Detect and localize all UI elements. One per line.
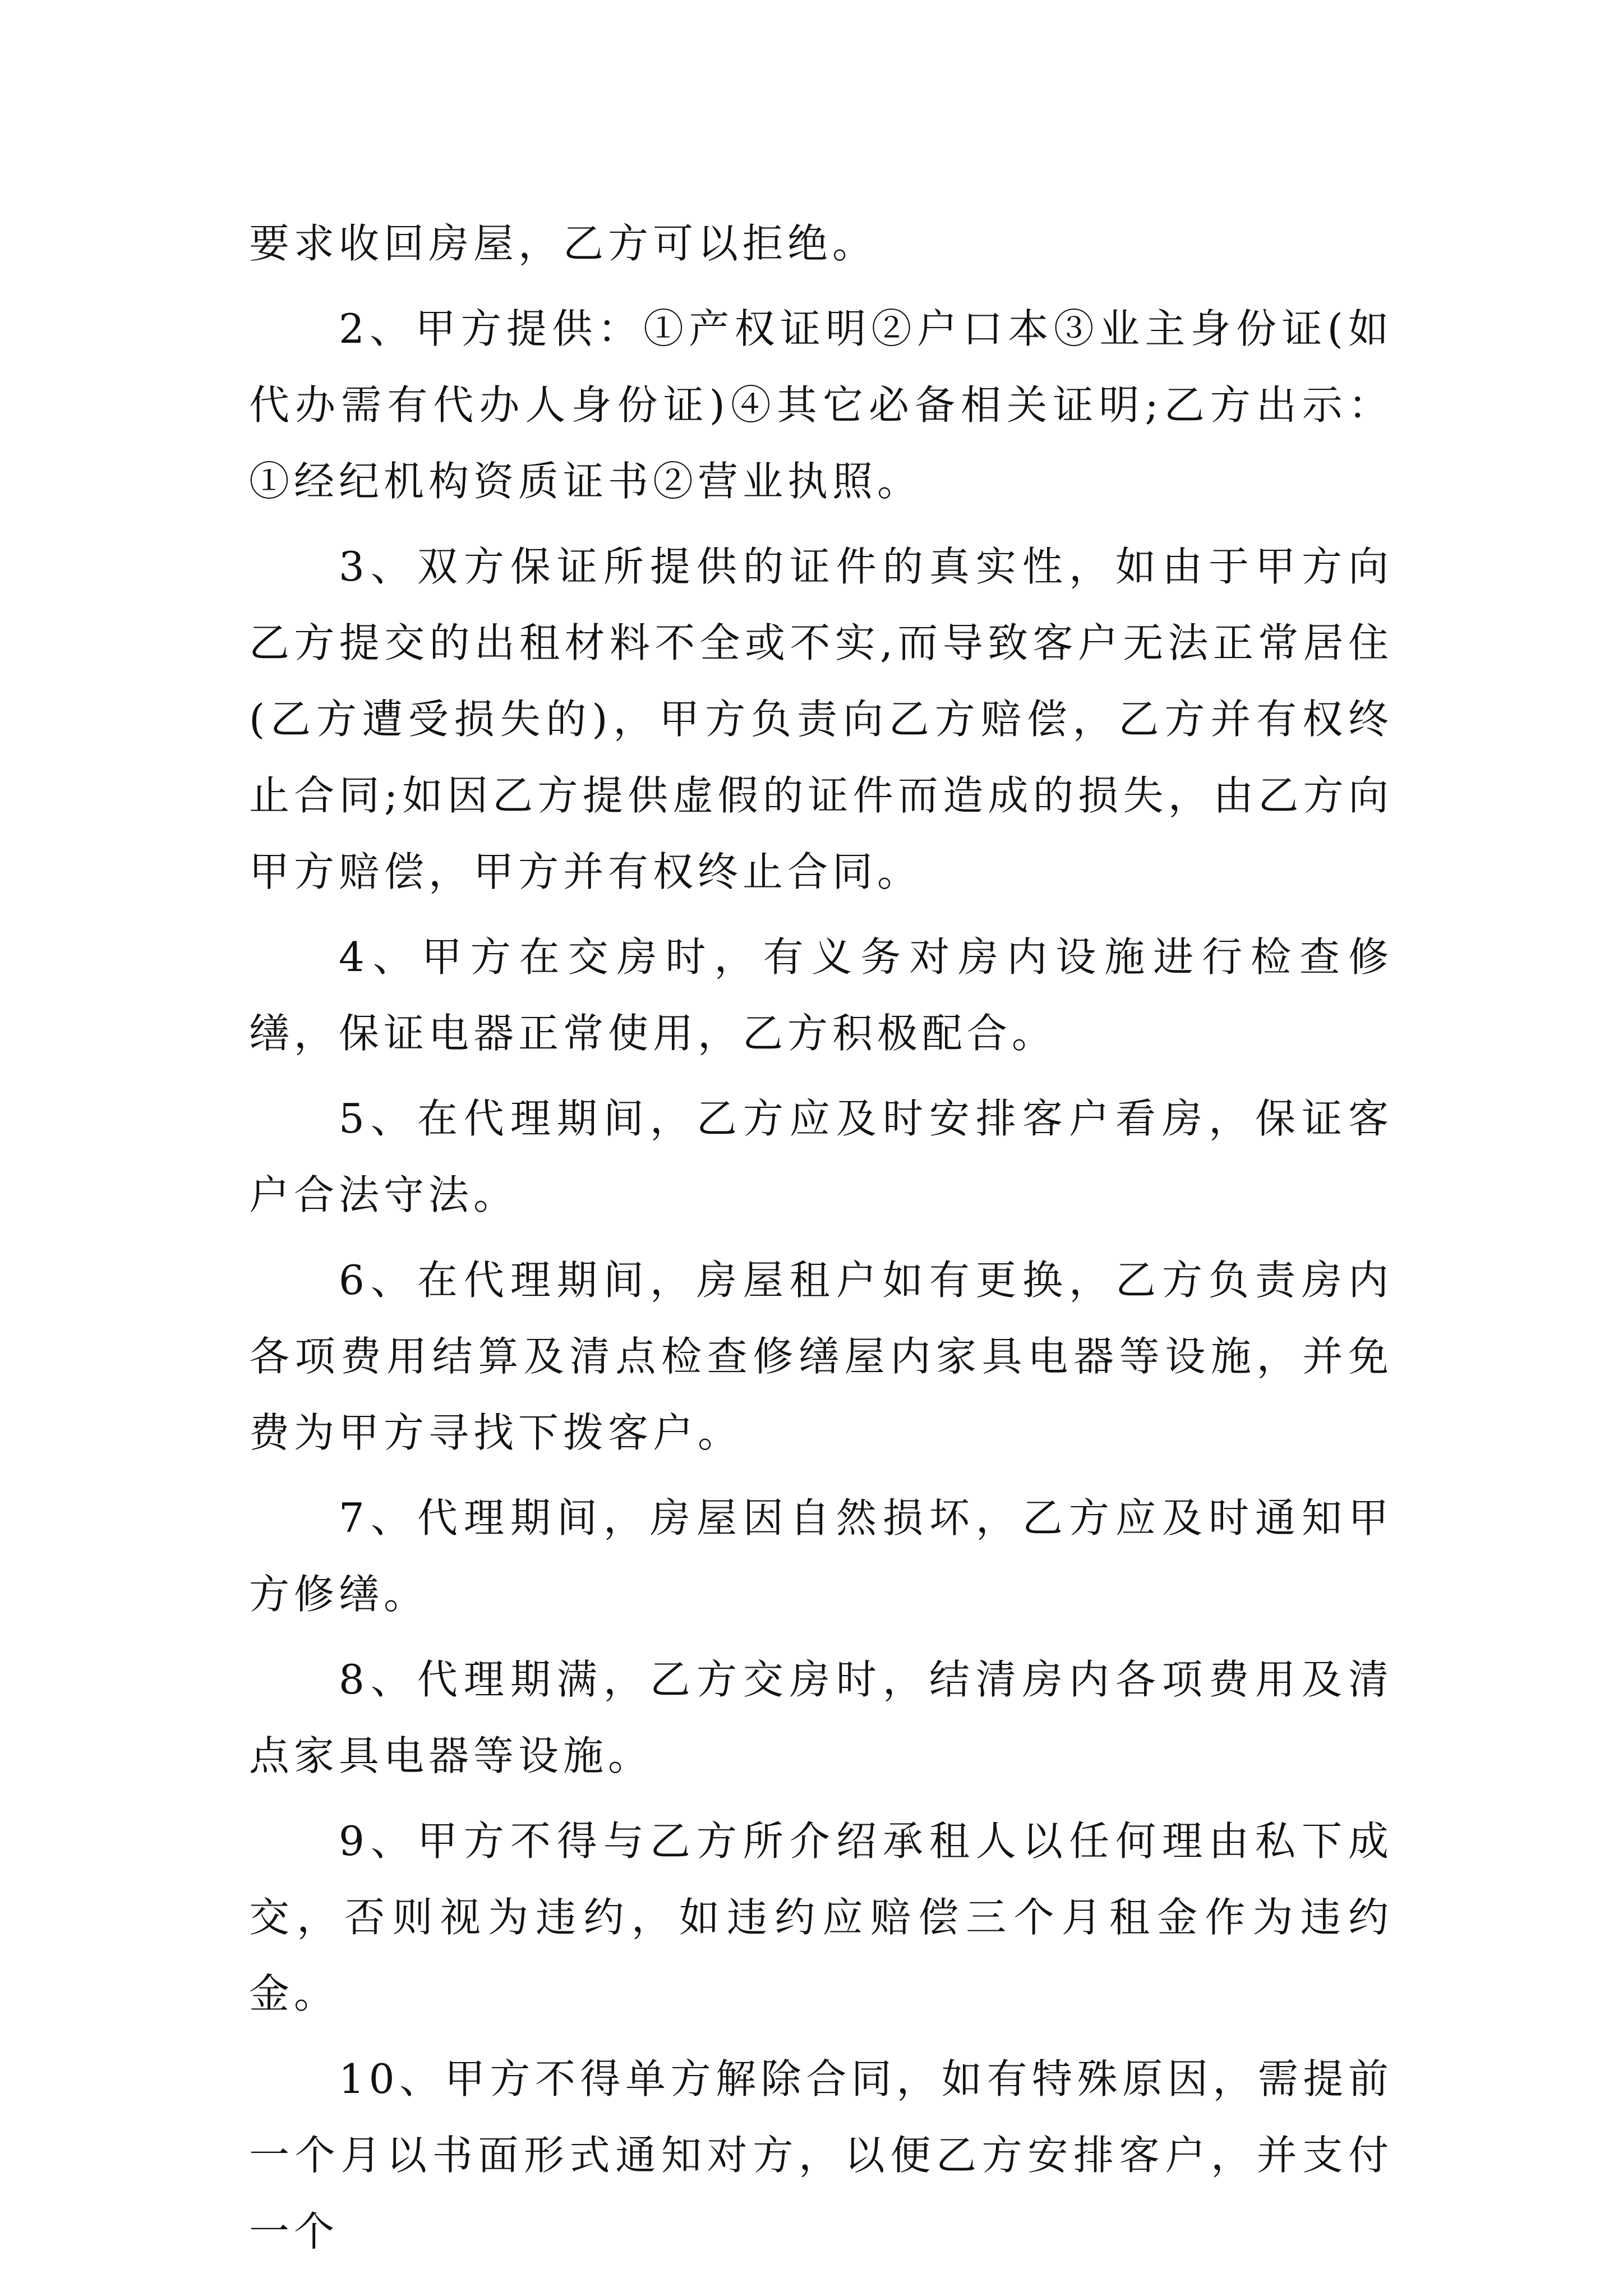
clause-4: 4、甲方在交房时，有义务对房内设施进行检查修缮，保证电器正常使用，乙方积极配合。 [249, 933, 1393, 1057]
clause-7: 7、代理期间，房屋因自然损坏，乙方应及时通知甲方修缮。 [249, 1494, 1393, 1618]
clause-3: 3、双方保证所提供的证件的真实性，如由于甲方向乙方提交的出租材料不全或不实,而导致客户无法正常居住(乙方遭受损失的)，甲方负责向乙方赔偿，乙方并有权终止合同;如因乙方提供虚假的证件而造成的损失，由乙方向甲方赔偿，甲方并有权终止合同。 [249, 543, 1393, 895]
clause-6: 6、在代理期间，房屋租户如有更换，乙方负责房内各项费用结算及清点检查修缮屋内家具电器等设施，并免费为甲方寻找下拨客户。 [249, 1257, 1393, 1456]
clause-2: 2、甲方提供：①产权证明②户口本③业主身份证(如代办需有代办人身份证)④其它必备相关证明;乙方出示：①经纪机构资质证书②营业执照。 [249, 305, 1393, 505]
document-body [249, 205, 1393, 2279]
clause-9: 9、甲方不得与乙方所介绍承租人以任何理由私下成交，否则视为违约，如违约应赔偿三个月租金作为违约金。 [249, 1818, 1393, 2017]
paragraph-continuation: 要求收回房屋，乙方可以拒绝。 [249, 220, 878, 267]
clause-8: 8、代理期满，乙方交房时，结清房内各项费用及清点家具电器等设施。 [249, 1656, 1393, 1779]
clause-5: 5、在代理期间，乙方应及时安排客户看房，保证客户合法守法。 [249, 1095, 1393, 1218]
clause-10: 10、甲方不得单方解除合同，如有特殊原因，需提前一个月以书面形式通知对方，以便乙方安排客户，并支付一个 [249, 2055, 1393, 2255]
